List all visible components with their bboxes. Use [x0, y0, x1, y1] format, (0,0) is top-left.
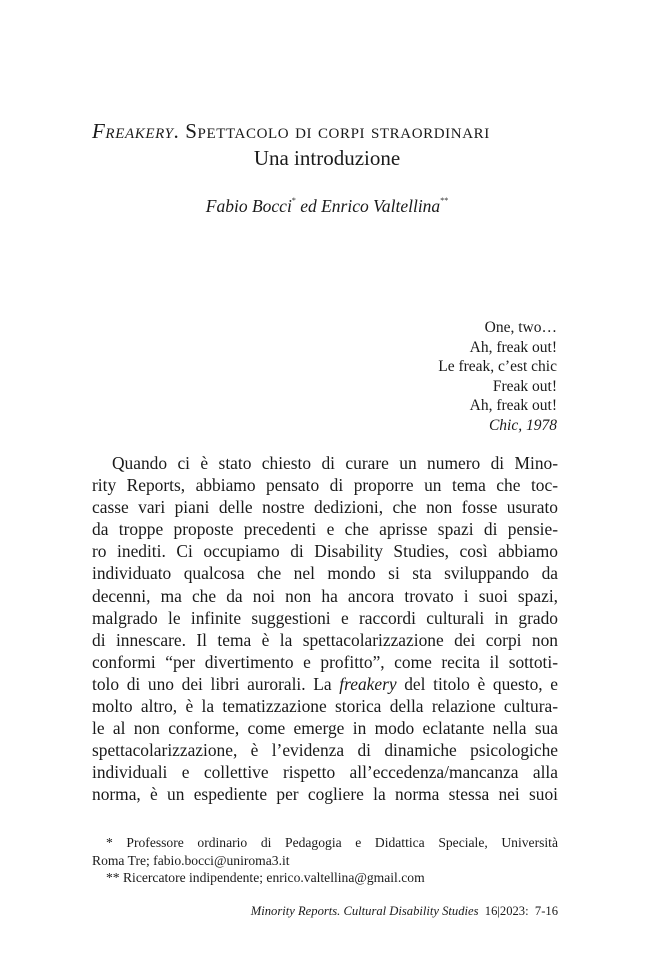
- authors-line: [92, 190, 562, 217]
- running-footer: [92, 903, 558, 919]
- body-line: di innescare. Il tema è la spettacolarizzazione dei corpi non: [92, 629, 558, 650]
- footnote-1: * Professore ordinario di Pedagogia e Didattica Speciale, Università: [106, 835, 558, 850]
- body-line: [92, 673, 558, 695]
- footnote-1-continuation: Roma Tre; fabio.bocci@uniroma3.it: [92, 852, 290, 868]
- authors-connector: ed: [295, 196, 322, 216]
- epigraph-line: Ah, freak out!: [469, 338, 557, 356]
- body-line: malgrado le infinite suggestioni e raccordi culturali in grado: [92, 607, 558, 628]
- body-line: individuali e collettive rispetto all’eccedenza/mancanza alla: [92, 762, 558, 783]
- epigraph-line: Ah, freak out!: [469, 397, 557, 414]
- footer-issue: 16|2023:: [484, 904, 529, 918]
- body-line: spettacolarizzazione, è l’evidenza di dinamiche psicologiche: [92, 740, 558, 761]
- epigraph-line: One, two…: [484, 319, 557, 336]
- body-line: da troppe proposte precedenti e che aprisse spazi di pensie-: [92, 519, 558, 540]
- body-line: le al non conforme, come emerge in modo eclatante nella sua: [92, 718, 558, 739]
- title-dot: .: [173, 119, 180, 143]
- footer-journal: Minority Reports. Cultural Disability Studies: [250, 904, 479, 918]
- epigraph: [438, 318, 557, 435]
- epigraph-line: Freak out!: [492, 377, 557, 395]
- author-2-footnote-mark: **: [440, 196, 449, 205]
- author-1: Fabio Bocci: [205, 196, 292, 216]
- body-line-text: del titolo è questo, e: [396, 673, 558, 694]
- title-rest: Spettacolo di corpi straordinari: [179, 119, 490, 143]
- article-subtitle: Una introduzione: [253, 146, 401, 170]
- body-line: conformi “per divertimento e profitto”, come recita il sottoti-: [92, 651, 558, 672]
- epigraph-line: Le freak, c’est chic: [438, 358, 557, 375]
- author-1-footnote-mark: *: [291, 196, 296, 205]
- title-freakery: Freakery: [92, 119, 174, 143]
- author-2: Enrico Valtellina: [321, 196, 441, 216]
- body-line-text: tolo di uno dei libri aurorali. La: [92, 673, 340, 694]
- body-line: rity Reports, abbiamo pensato di proporre un tema che toc-: [92, 475, 558, 496]
- body-paragraph: [92, 452, 558, 806]
- body-line: casse vari piani delle nostre dedizioni, che non fosse usurato: [92, 497, 558, 518]
- article-title: [92, 118, 562, 144]
- footnote-2: ** Ricercatore indipendente; enrico.valtellina@gmail.com: [106, 870, 425, 885]
- epigraph-source: Chic, 1978: [488, 416, 557, 434]
- body-line: molto altro, è la tematizzazione storica della relazione cultura-: [92, 696, 558, 717]
- body-line: ro inediti. Ci occupiamo di Disability Studies, così abbiamo: [92, 541, 558, 562]
- body-line: decenni, ma che da noi non ha ancora trovato i suoi spazi,: [92, 585, 558, 606]
- footer-pages: 7-16: [534, 904, 558, 918]
- body-line: individuato qualcosa che nel mondo si sta sviluppando da: [92, 563, 558, 584]
- footnotes: [92, 834, 558, 887]
- body-line: Quando ci è stato chiesto di curare un numero di Mino-: [112, 453, 558, 473]
- body-line: norma, è un espediente per cogliere la norma stessa nei suoi: [92, 784, 558, 805]
- body-italic-freakery: freakery: [339, 673, 397, 694]
